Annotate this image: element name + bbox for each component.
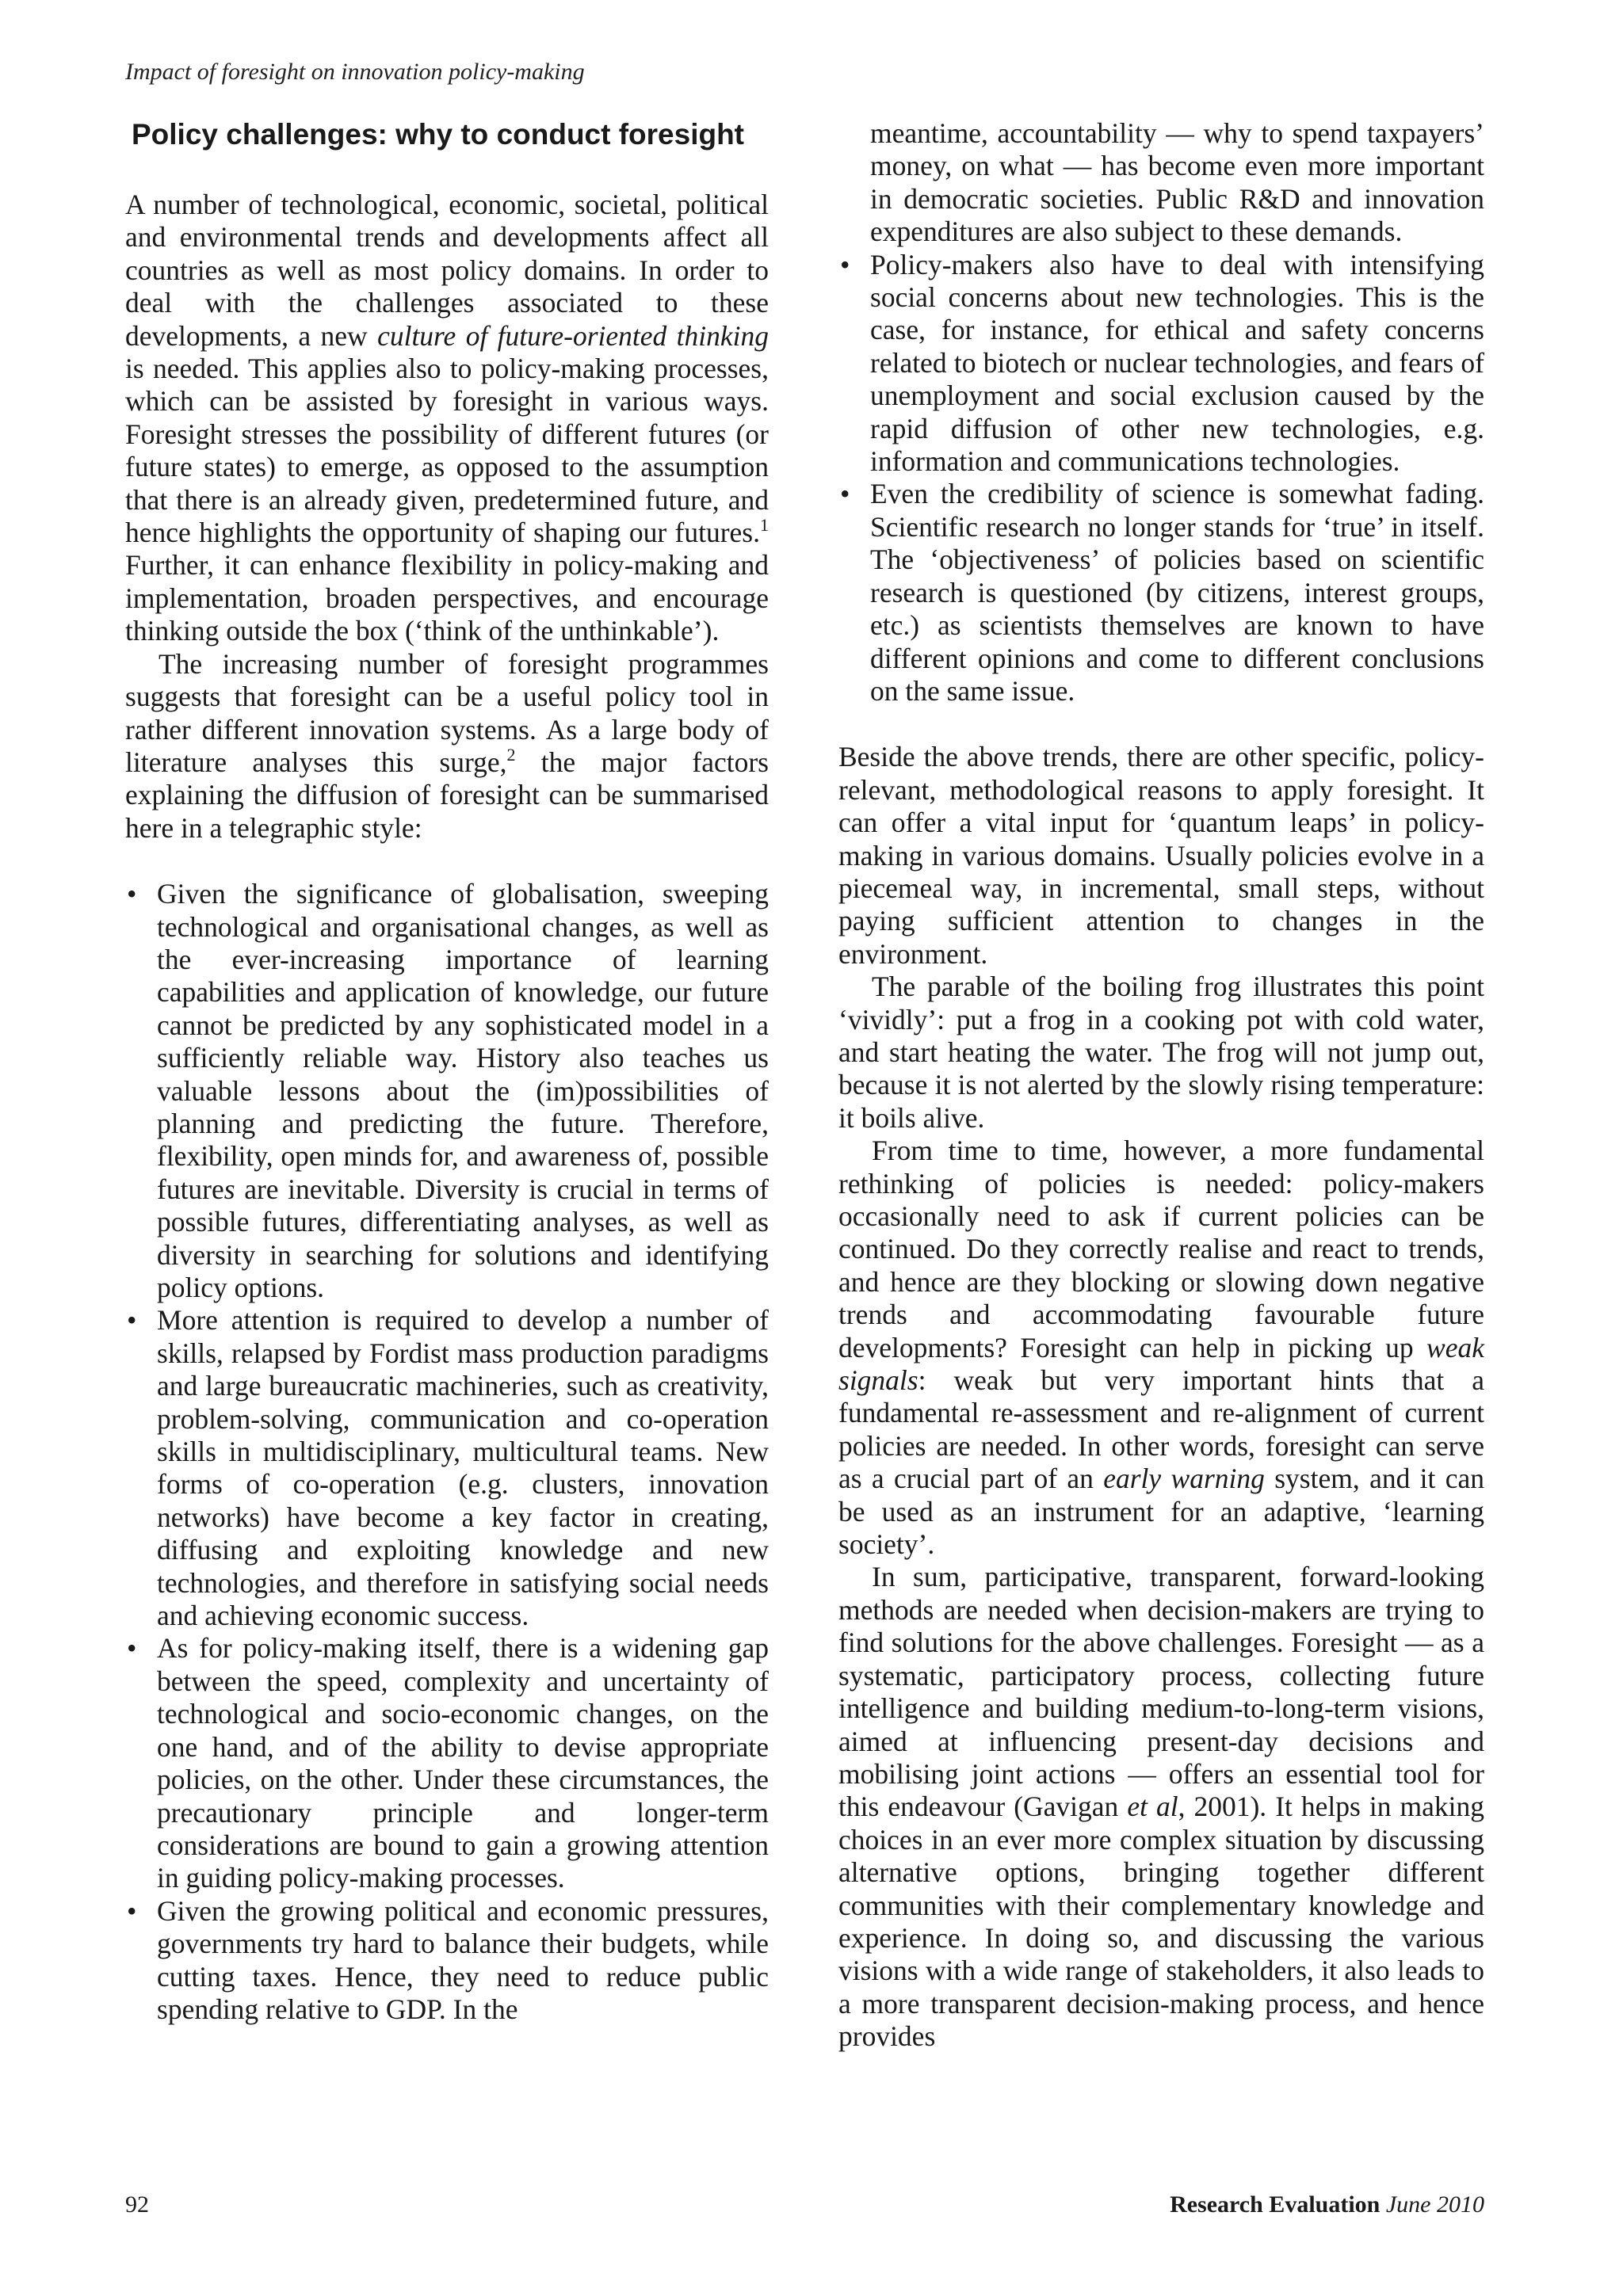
journal-footer — [1170, 2191, 1484, 2218]
bullet-item: • As for policy-making itself, there is a widening gap between the speed, complexity and uncertainty of technological and socio-economic changes, on the one hand, and of the ability to devise appropriate policies, on the other. Under these circumstances, the precautionary principle and longer-term considerations are bound to gain a growing attention in guiding policy-making processes. — [125, 1632, 769, 1894]
section-heading: Policy challenges: why to conduct foresight — [132, 118, 745, 151]
bullet-list-left — [125, 878, 769, 2026]
bullet-item: • More attention is required to develop a number of skills, relapsed by Fordist mass production paradigms and large bureaucratic machineries, such as creativity, problem-solving, communication and co-operation skills in multidisciplinary, multicultural teams. New forms of co-operation (e.g. clusters, innovation networks) have become a key factor in creating, diffusing and exploiting knowledge and new technologies, and therefore in satisfying social needs and achieving economic success. — [125, 1304, 769, 1632]
footnote-ref-1[interactable]: 1 — [760, 515, 769, 536]
paragraph-3: Beside the above trends, there are other specific, policy-relevant, methodological reasons to apply foresight. It can offer a vital input for ‘quantum leaps’ in policy-making in various domains. Usually policies evolve in a piecemeal way, in incremental, small steps, without paying sufficient attention to changes in the environment. — [838, 741, 1484, 970]
bullet-continuation: meantime, accountability — why to spend taxpayers’ money, on what — has become even more important in democratic societies. Public R&D and innovation expenditures are also subject to these demands. — [870, 117, 1484, 248]
paragraph-6: In sum, participative, transparent, forward-looking methods are needed when decision-makers are trying to find solutions for the above challenges. Foresight — as a systematic, participatory process, collecting future intelligence and building medium-to-long-term visions, aimed at influencing present-day decisions and mobilising joint actions — offers an essential tool for this endeavour (Gavigan et al, 2001). It helps in making choices in an ever more complex situation by discussing alternative options, bringing together different communities with their complementary knowledge and experience. In doing so, and discussing the various visions with a wide range of stakeholders, it also leads to a more transparent decision-making process, and hence provides — [838, 1561, 1485, 2053]
paragraph-4: The parable of the boiling frog illustrates this point ‘vividly’: put a frog in a cooking pot with cold water, and start heating the water. The frog will not jump out, because it is not alerted by the slowly rising temperature: it boils alive. — [838, 971, 1484, 1134]
footnote-ref-2[interactable]: 2 — [506, 744, 516, 765]
bullet-list-right — [838, 117, 1484, 707]
page-number: 92 — [125, 2191, 149, 2218]
paragraph-1: A number of technological, economic, societal, political and environmental trends and developments affect all countries as well as most policy domains. In order to deal with the challenges associated to these developments, a new culture of future-oriented thinking is needed. This applies also to policy-making processes, which can be assisted by foresight in various ways. Foresight stresses the possibility of different futures (or future states) to emerge, as opposed to the assumption that there is an already given, predetermined future, and hence highlights the opportunity of shaping our futures.$^1$ Further, it can enhance flexibility in policy-making and implementation, broaden perspectives, and encourage thinking outside the box (‘think of the unthinkable’). — [125, 189, 769, 647]
issue-date: June 2010 — [1385, 2191, 1484, 2218]
left-column — [125, 117, 769, 2026]
bullet-item: • Even the credibility of science is somewhat fading. Scientific research no longer stands for ‘true’ in itself. The ‘objectiveness’ of policies based on scientific research is questioned (by citizens, interest groups, etc.) as scientists themselves are known to have different opinions and come to different conclusions on the same issue. — [838, 478, 1484, 707]
journal-name: Research Evaluation — [1170, 2191, 1381, 2218]
bullet-item: • Policy-makers also have to deal with intensifying social concerns about new technologies. This is the case, for instance, for ethical and safety concerns related to biotech or nuclear technologies, and fears of unemployment and social exclusion caused by the rapid diffusion of other new technologies, e.g. information and communications technologies. — [838, 249, 1484, 479]
bullet-item: • Given the growing political and economic pressures, governments try hard to balance their budgets, while cutting taxes. Hence, they need to reduce public spending relative to GDP. In the — [125, 1895, 769, 2027]
running-head: Impact of foresight on innovation policy-making — [125, 59, 585, 85]
paragraph-5: From time to time, however, a more fundamental rethinking of policies is needed: policy-makers occasionally need to ask if current policies can be continued. Do they correctly realise and react to trends, and hence are they blocking or slowing down negative trends and accommodating favourable future developments? Foresight can help in picking up weak signals: weak but very important hints that a fundamental re-assessment and re-alignment of current policies are needed. In other words, foresight can serve as a crucial part of an early warning system, and it can be used as an instrument for an adaptive, ‘learning society’. — [838, 1135, 1484, 1561]
right-column — [838, 117, 1484, 2054]
bullet-item: • Given the significance of globalisation, sweeping technological and organisational changes, as well as the ever-increasing importance of learning capabilities and application of knowledge, our future cannot be predicted by any sophisticated model in a sufficiently reliable way. History also teaches us valuable lessons about the (im)possibilities of planning and predicting the future. Therefore, flexibility, open minds for, and awareness of, possible futures are inevitable. Diversity is crucial in terms of possible futures, differentiating analyses, as well as diversity in searching for solutions and identifying policy options. — [125, 878, 769, 1304]
paragraph-2: The increasing number of foresight programmes suggests that foresight can be a useful policy tool in rather different innovation systems. As a large body of literature analyses this surge,$^2$ the major factors explaining the diffusion of foresight can be summarised here in a telegraphic style: — [125, 647, 769, 844]
